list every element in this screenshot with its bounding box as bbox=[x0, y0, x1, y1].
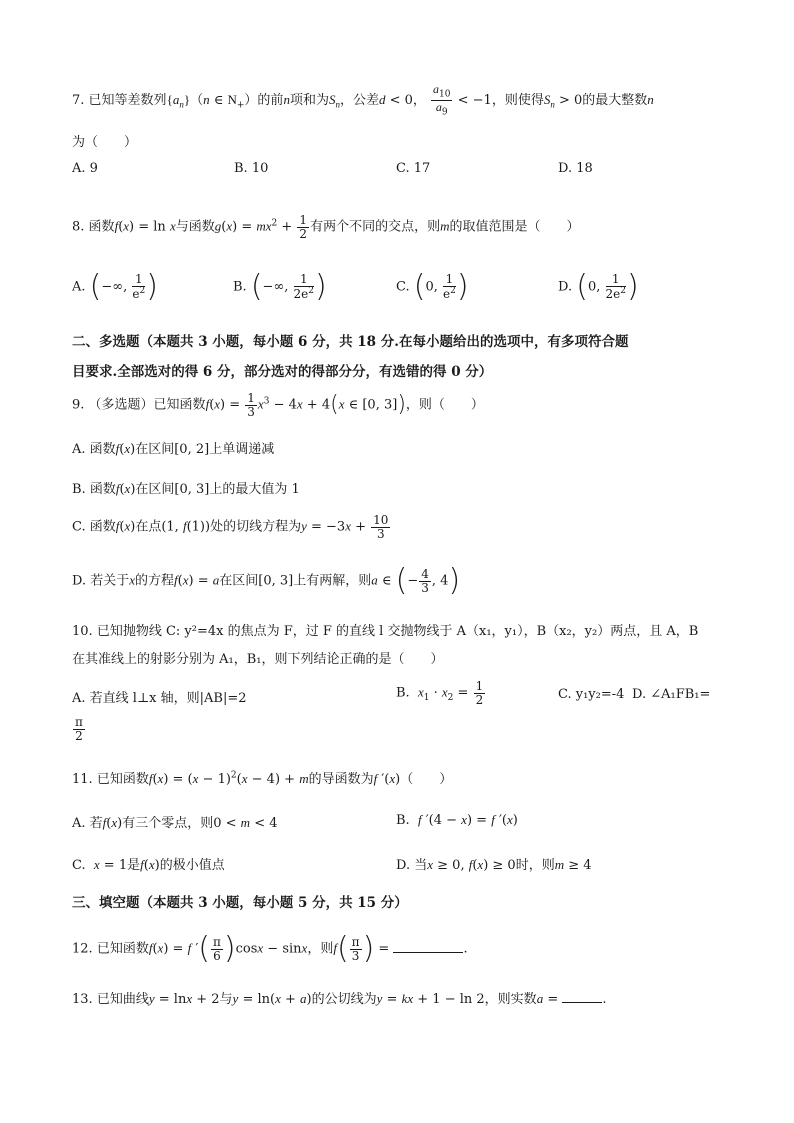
q9-option-d: D. 若关于x的方程f(x) = a在区间[0, 3]上有两解，则a ∈ (− $\frac{4}{3}$ , 4) bbox=[72, 563, 461, 598]
q10-option-c: C. y₁y₂=-4 bbox=[558, 687, 625, 702]
question-7-stem: 7. 已知等差数列$\{a_n\}(n$ ∈ $N_+$）的前n项和为$S_n$，公差d < 0， $\frac{a_{10}}{a_9}$ < −1，则使得$S_n > 0$的最大整数n bbox=[72, 82, 654, 118]
q7-option-b: B. 10 bbox=[234, 161, 269, 176]
question-10-stem-line2: 在其准线上的射影分别为 A₁，B₁，则下列结论正确的是（ ） bbox=[72, 652, 444, 667]
q8-option-a: A. (−∞, $\frac{1}{e^2}$ ) bbox=[72, 269, 158, 304]
section-2-heading-line2: 目要求.全部选对的得 6 分，部分选对的得部分分，有选错的得 0 分） bbox=[72, 364, 493, 380]
q7-option-a: A. 9 bbox=[72, 161, 98, 176]
q11-option-c: C. x = 1是f(x)的极小值点 bbox=[72, 857, 225, 873]
q11-option-a: A. 若f(x)有三个零点，则0 < m < 4 bbox=[72, 815, 278, 831]
section-3-heading: 三、填空题（本题共 3 小题，每小题 5 分，共 15 分） bbox=[72, 895, 408, 911]
q11-option-d: D. 当x ≥ 0, f(x) ≥ 0时，则m ≥ 4 bbox=[396, 857, 592, 873]
section-2-heading: 二、多选题（本题共 3 小题，每小题 6 分，共 18 分.在每小题给出的选项中，有多项符合题 bbox=[72, 334, 629, 350]
q7-option-c: C. 17 bbox=[396, 161, 431, 176]
question-10-stem: 10. 已知抛物线 C: y²=4x 的焦点为 F，过 F 的直线 l 交抛物线于 A（x₁，y₁），B（x₂，y₂）两点，且 A，B bbox=[72, 624, 699, 639]
q10-option-d-value: $\frac{\pi}{2}$ bbox=[75, 715, 83, 743]
q9-option-c: C. 函数f(x)在点(1, f(1))处的切线方程为y = −3x + $\frac{10}{3}$ bbox=[72, 513, 389, 541]
q8-option-b: B. (−∞, $\frac{1}{2e^2}$ ) bbox=[233, 269, 327, 304]
question-9-stem: 9. （多选题）已知函数f(x) = $\frac{1}{3}$ $x^3 - 4x + 4(x$ ∈ [0, 3])，则（ ） bbox=[72, 391, 484, 419]
q9-option-a: A. 函数f(x)在区间[0, 2]上单调递减 bbox=[72, 441, 275, 457]
question-7-stem-line2: 为（ ） bbox=[72, 135, 138, 150]
q10-option-b: B. $x_1 \cdot x_2$ = $\frac{1}{2}$ bbox=[396, 679, 484, 707]
q8-option-d: D. (0, $\frac{1}{2e^2}$ ) bbox=[558, 269, 639, 304]
question-12-stem: 12. 已知函数f(x) = f ′( $\frac{\pi}{6}$ )cosx − sinx，则f( $\frac{\pi}{3}$ ) = . bbox=[72, 931, 468, 966]
question-11-stem: 11. 已知函数$f(x) = (x - 1)^2(x - 4) + m$的导函数为f ′(x)（ ） bbox=[72, 770, 453, 787]
q7-option-d: D. 18 bbox=[558, 161, 593, 176]
q9-option-b: B. 函数f(x)在区间[0, 3]上的最大值为 1 bbox=[72, 481, 300, 497]
q10-option-d: D. ∠A₁FB₁= bbox=[632, 687, 711, 702]
q8-option-c: C. (0, $\frac{1}{e^2}$ ) bbox=[396, 269, 469, 304]
q11-option-b: B. f ′(4 − x) = f ′(x) bbox=[396, 812, 518, 828]
question-13-stem: 13. 已知曲线y = lnx + 2与y = ln(x + a)的公切线为y = kx + 1 − ln 2，则实数a = . bbox=[72, 991, 607, 1007]
q10-option-a: A. 若直线 l⊥x 轴，则|AB|=2 bbox=[72, 691, 247, 706]
question-8-stem: 8. 函数f(x) = ln x与函数$g(x) = mx^2$ + $\frac{1}{2}$ 有两个不同的交点，则m的取值范围是（ ） bbox=[72, 213, 580, 241]
